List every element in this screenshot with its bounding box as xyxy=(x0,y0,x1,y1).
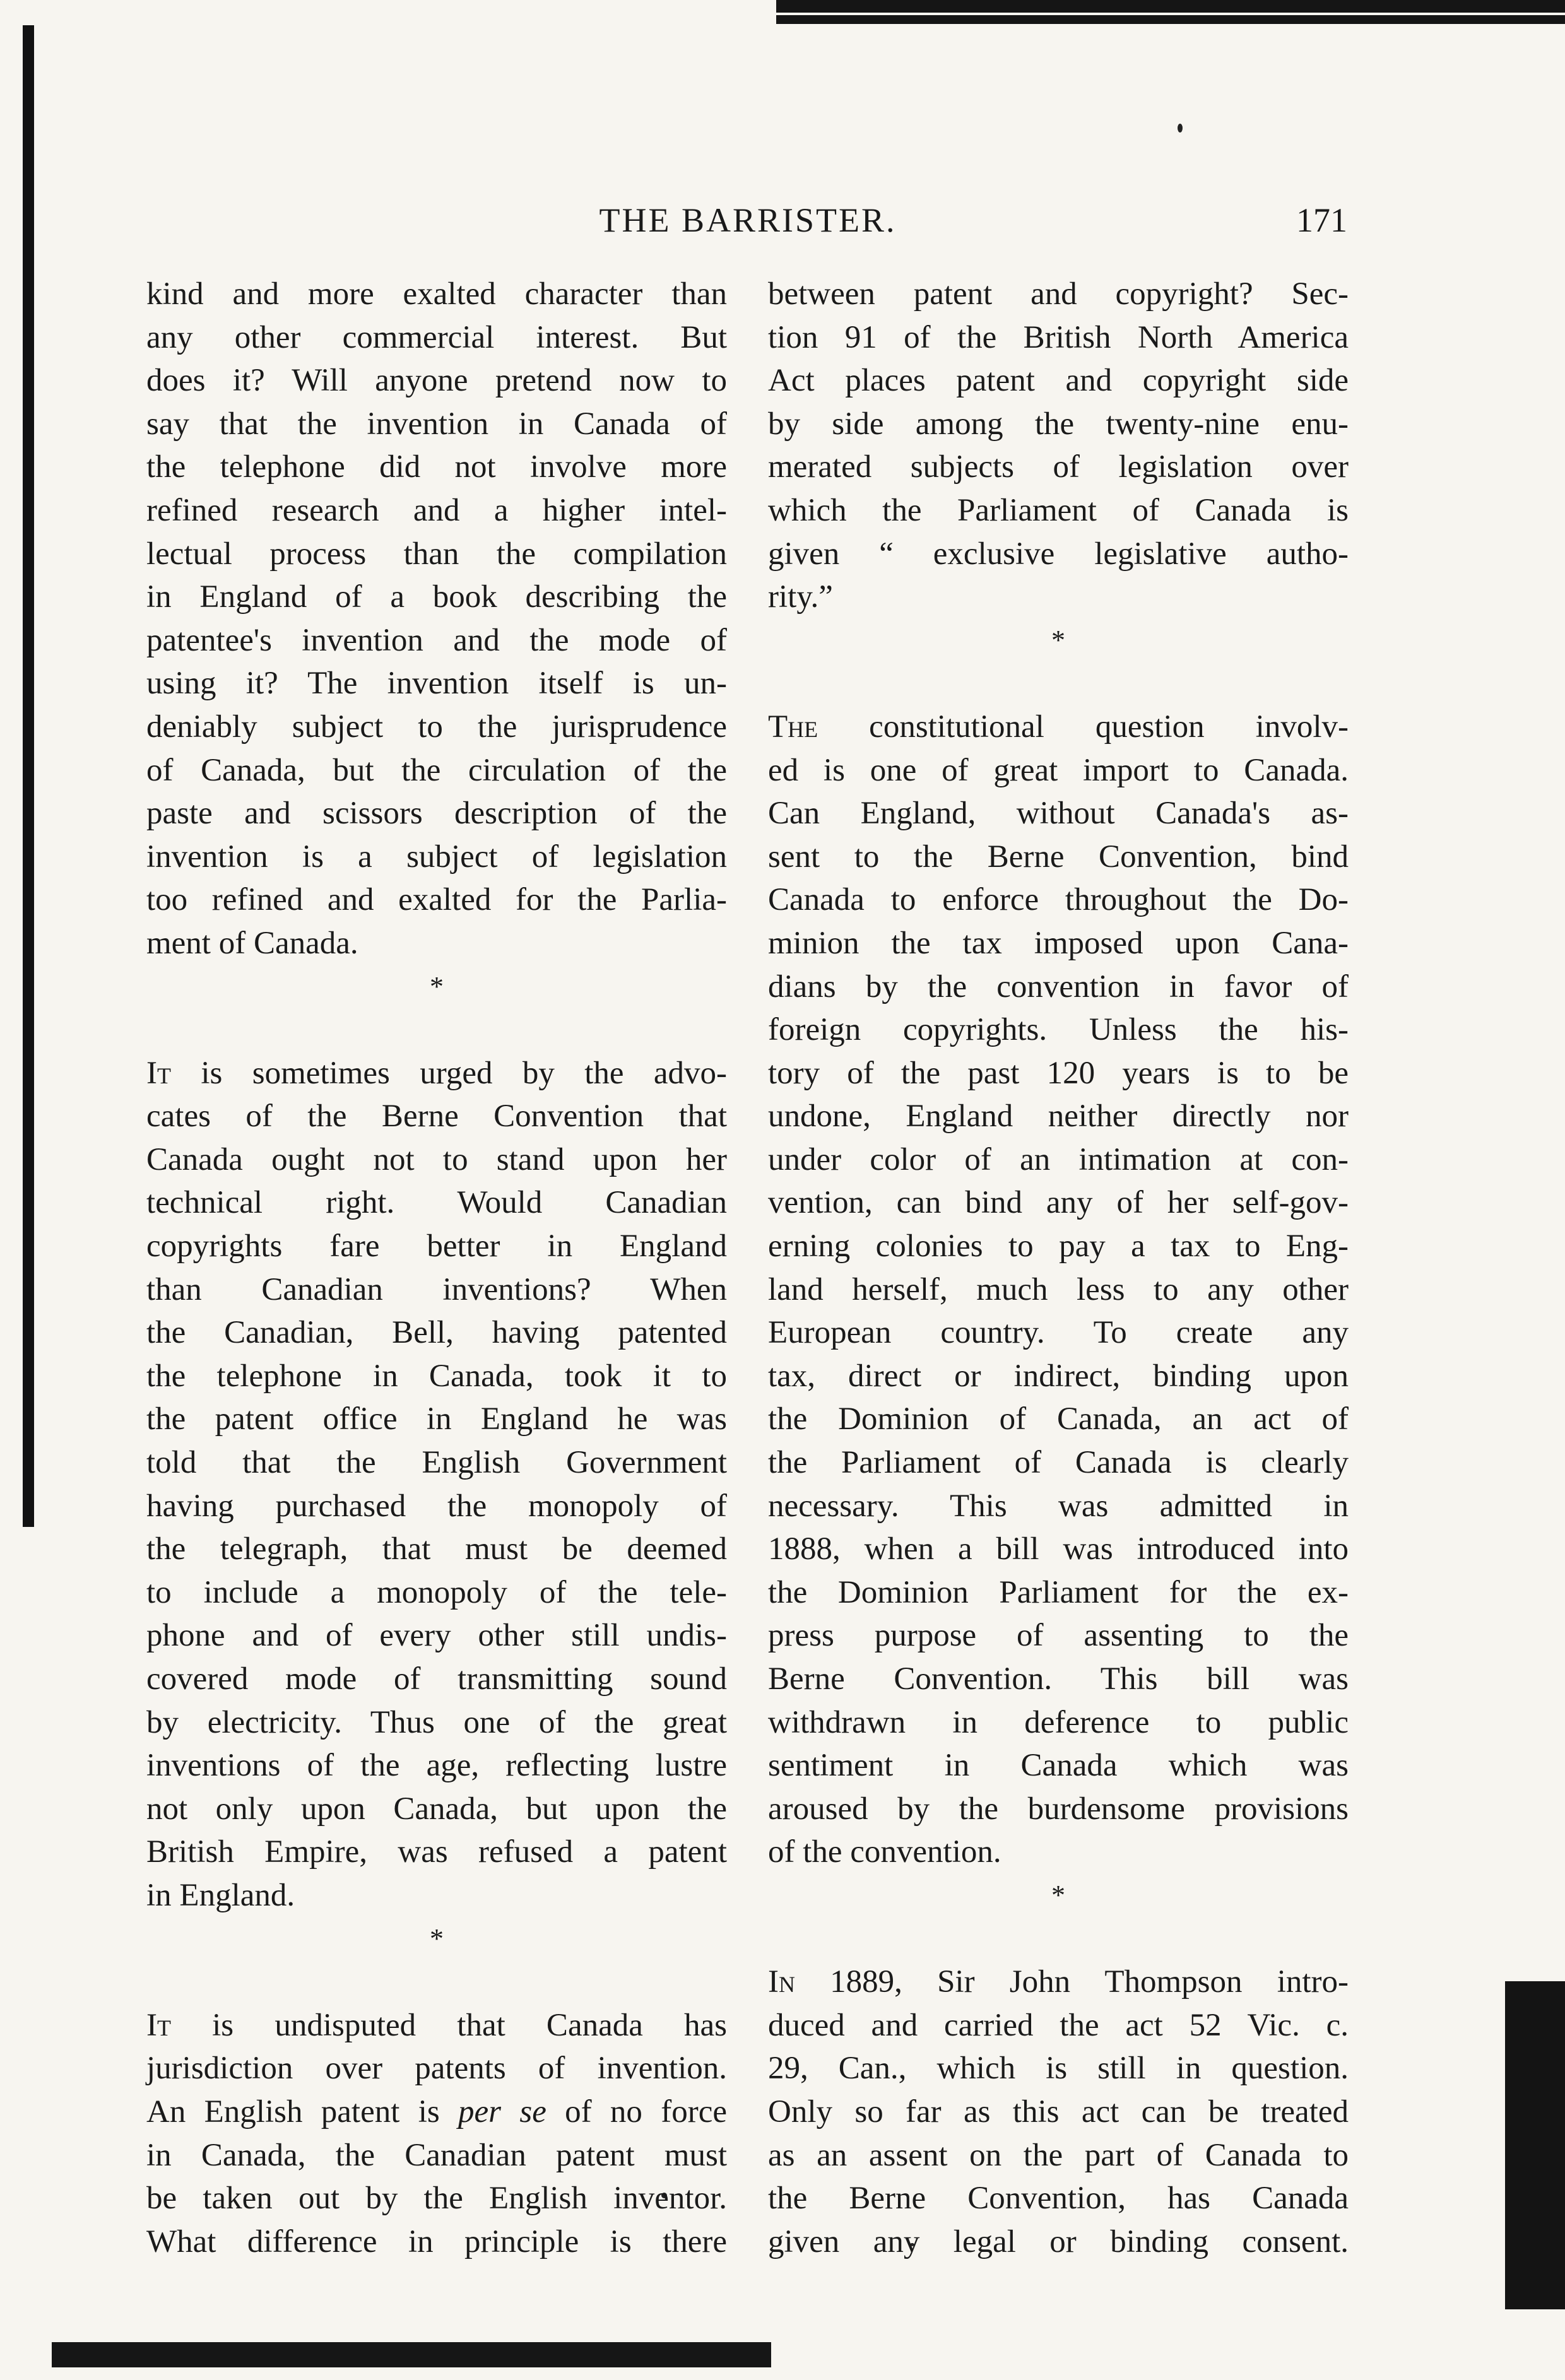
paragraph xyxy=(146,273,727,965)
text-line: aroused by the burdensome provisions xyxy=(768,1791,1349,1827)
text-line: erning colonies to pay a tax to Eng- xyxy=(768,1228,1349,1264)
scan-edge-right xyxy=(1505,1981,1565,2309)
text-line: press purpose of assenting to the xyxy=(768,1618,1349,1654)
text-line: sent to the Berne Convention, bind xyxy=(768,839,1349,875)
text-line: European country. To create any xyxy=(768,1315,1349,1351)
text-line: of the convention. xyxy=(768,1834,1001,1870)
text-line: inventions of the age, reflecting lustre xyxy=(146,1748,727,1784)
scan-speck xyxy=(1178,124,1183,133)
text-line: which the Parliament of Canada is xyxy=(768,492,1349,528)
text-line: of Canada, but the circulation of the xyxy=(146,752,727,788)
spacer xyxy=(768,662,1349,705)
text-line: given “ exclusive legislative autho- xyxy=(768,536,1349,572)
section-separator: * xyxy=(1051,1879,1065,1911)
text-fragment: is undisputed that Canada has xyxy=(170,2007,727,2043)
text-line: the patent office in England he was xyxy=(146,1401,727,1437)
text-line: 29, Can., which is still in question. xyxy=(768,2051,1349,2087)
text-line: Only so far as this act can be treated xyxy=(768,2094,1349,2130)
text-line xyxy=(768,705,1349,749)
text-line: by electricity. Thus one of the great xyxy=(146,1704,727,1740)
text-line: say that the invention in Canada of xyxy=(146,406,727,442)
text-line: tion 91 of the British North America xyxy=(768,319,1349,355)
text-line: between patent and copyright? Sec- xyxy=(768,276,1349,312)
text-line: to include a monopoly of the tele- xyxy=(146,1574,727,1610)
paragraph xyxy=(146,1052,727,1918)
text-line: undone, England neither directly nor xyxy=(768,1099,1349,1134)
text-fragment: An English patent is xyxy=(146,2094,459,2130)
text-line: under color of an intimation at con- xyxy=(768,1141,1349,1177)
text-line: the Dominion Parliament for the ex- xyxy=(768,1574,1349,1610)
text-line: the telephone in Canada, took it to xyxy=(146,1358,727,1394)
text-line: kind and more exalted character than xyxy=(146,276,727,312)
text-fragment: of no force xyxy=(546,2094,727,2130)
text-line: using it? The invention itself is un- xyxy=(146,666,727,702)
text-line xyxy=(146,2004,727,2047)
text-line: by side among the twenty-nine enu- xyxy=(768,406,1349,442)
text-line: invention is a subject of legislation xyxy=(146,839,727,875)
section-separator: * xyxy=(430,970,444,1002)
text-line: vention, can bind any of her self-gov- xyxy=(768,1185,1349,1221)
text-line: cates of the Berne Convention that xyxy=(146,1099,727,1134)
right-column xyxy=(768,273,1349,2263)
text-line: the telephone did not involve more xyxy=(146,449,727,485)
text-line: in England. xyxy=(146,1877,295,1913)
text-line: does it? Will anyone pretend now to xyxy=(146,363,727,399)
text-line: copyrights fare better in England xyxy=(146,1228,727,1264)
text-line: minion the tax imposed upon Cana- xyxy=(768,925,1349,961)
left-column xyxy=(146,273,727,2263)
lead-word: The xyxy=(768,709,818,745)
text-line: patentee's invention and the mode of xyxy=(146,622,727,658)
text-line: the Dominion of Canada, an act of xyxy=(768,1401,1349,1437)
text-line: duced and carried the act 52 Vic. c. xyxy=(768,2007,1349,2043)
text-line: the telegraph, that must be deemed xyxy=(146,1531,727,1567)
text-line: too refined and exalted for the Parlia- xyxy=(146,882,727,918)
text-line: British Empire, was refused a patent xyxy=(146,1834,727,1870)
text-line: having purchased the monopoly of xyxy=(146,1488,727,1524)
text-line: phone and of every other still undis- xyxy=(146,1618,727,1654)
text-line: sentiment in Canada which was xyxy=(768,1748,1349,1784)
text-line: the Berne Convention, has Canada xyxy=(768,2181,1349,2217)
text-line: 1888, when a bill was introduced into xyxy=(768,1531,1349,1567)
spacer xyxy=(146,1008,727,1052)
text-line: be taken out by the English inventor. xyxy=(146,2181,727,2217)
section-separator: * xyxy=(1051,624,1065,656)
section-separator: * xyxy=(430,1923,444,1954)
lead-word: It xyxy=(146,1055,171,1091)
text-line: dians by the convention in favor of xyxy=(768,969,1349,1004)
text-line: lectual process than the compilation xyxy=(146,536,727,572)
text-line: in England of a book describing the xyxy=(146,579,727,615)
running-title: THE BARRISTER. xyxy=(599,201,897,239)
paragraph xyxy=(768,705,1349,1874)
paragraph xyxy=(768,273,1349,619)
page-header xyxy=(148,201,1347,251)
text-line: as an assent on the part of Canada to xyxy=(768,2137,1349,2173)
text-line xyxy=(146,2090,727,2134)
paragraph xyxy=(768,1960,1349,2263)
lead-word: In xyxy=(768,1964,795,2000)
lead-word: It xyxy=(146,2007,171,2043)
text-line: land herself, much less to any other xyxy=(768,1271,1349,1307)
text-line: deniably subject to the jurisprudence xyxy=(146,709,727,745)
text-line xyxy=(768,1960,1349,2004)
text-line: Can England, without Canada's as- xyxy=(768,796,1349,832)
text-line: Canada to enforce throughout the Do- xyxy=(768,882,1349,918)
text-line: foreign copyrights. Unless the his- xyxy=(768,1012,1349,1048)
scan-edge-top-gap xyxy=(776,13,1565,15)
text-line: technical right. Would Canadian xyxy=(146,1185,727,1221)
text-line: What difference in principle is there xyxy=(146,2224,727,2259)
text-line: rity.” xyxy=(768,579,833,615)
text-fragment: constitutional question involv- xyxy=(818,709,1349,745)
text-line: jurisdiction over patents of invention. xyxy=(146,2051,727,2087)
page-number: 171 xyxy=(1296,201,1347,239)
spacer xyxy=(768,1918,1349,1961)
text-line: told that the English Government xyxy=(146,1445,727,1481)
text-line xyxy=(146,1052,727,1095)
text-line: than Canadian inventions? When xyxy=(146,1271,727,1307)
text-line: merated subjects of legislation over xyxy=(768,449,1349,485)
text-line: necessary. This was admitted in xyxy=(768,1488,1349,1524)
text-line: withdrawn in deference to public xyxy=(768,1704,1349,1740)
text-line: paste and scissors description of the xyxy=(146,796,727,832)
text-line: the Parliament of Canada is clearly xyxy=(768,1445,1349,1481)
text-line: tax, direct or indirect, binding upon xyxy=(768,1358,1349,1394)
text-line: the Canadian, Bell, having patented xyxy=(146,1315,727,1351)
text-fragment: 1889, Sir John Thompson intro- xyxy=(794,1964,1349,2000)
text-line: refined research and a higher intel- xyxy=(146,492,727,528)
text-line: in Canada, the Canadian patent must xyxy=(146,2137,727,2173)
scan-edge-bottom xyxy=(52,2342,771,2367)
text-line: ment of Canada. xyxy=(146,925,358,961)
text-line: given any legal or binding consent. xyxy=(768,2224,1349,2259)
italic-phrase: per se xyxy=(458,2094,546,2130)
paragraph xyxy=(146,2004,727,2264)
text-line: Act places patent and copyright side xyxy=(768,363,1349,399)
text-fragment: is sometimes urged by the advo- xyxy=(170,1055,727,1091)
text-line: not only upon Canada, but upon the xyxy=(146,1791,727,1827)
text-line: Canada ought not to stand upon her xyxy=(146,1141,727,1177)
scan-edge-left xyxy=(23,25,34,1527)
text-line: Berne Convention. This bill was xyxy=(768,1661,1349,1697)
scan-edge-top xyxy=(776,0,1565,24)
spacer xyxy=(146,1960,727,2004)
text-line: covered mode of transmitting sound xyxy=(146,1661,727,1697)
text-line: tory of the past 120 years is to be xyxy=(768,1055,1349,1091)
text-line: ed is one of great import to Canada. xyxy=(768,752,1349,788)
text-line: any other commercial interest. But xyxy=(146,319,727,355)
